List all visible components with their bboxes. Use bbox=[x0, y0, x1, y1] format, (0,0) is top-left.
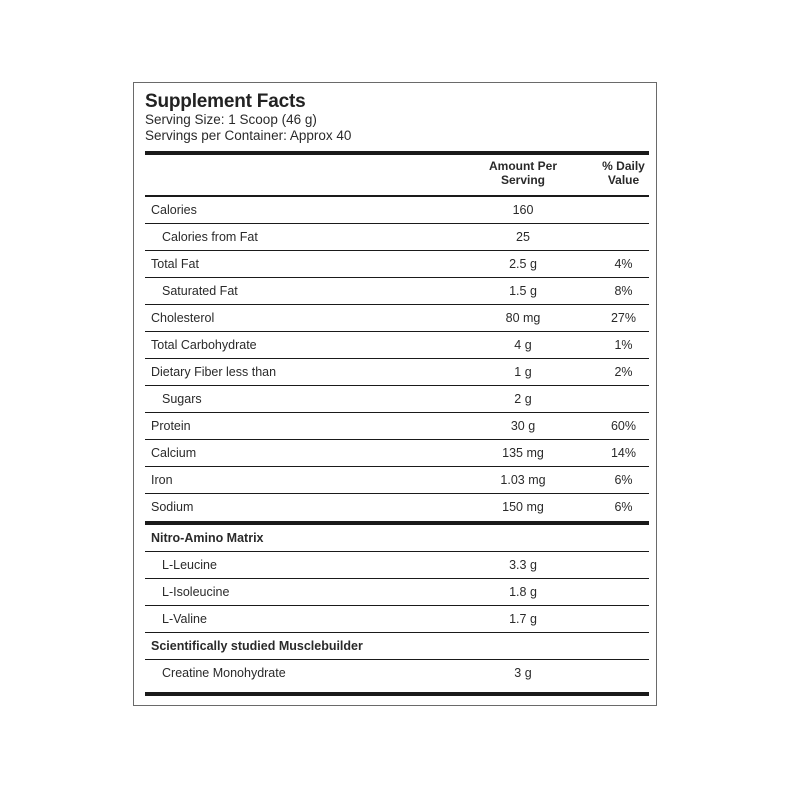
nutrient-daily-value: 6% bbox=[614, 473, 633, 487]
ingredient-amount: 3.3 g bbox=[509, 558, 537, 572]
nutrient-row-sodium bbox=[145, 494, 649, 521]
dv-header-line-1: % Daily bbox=[602, 159, 645, 173]
nutrient-amount: 1.5 g bbox=[509, 284, 537, 298]
section-row-nitro-amino-matrix bbox=[145, 525, 649, 552]
column-header-row bbox=[145, 155, 649, 195]
amount-header-line-2: Serving bbox=[500, 173, 545, 187]
nutrient-row-calories bbox=[145, 197, 649, 224]
serving-size: Serving Size: 1 Scoop (46 g) bbox=[145, 112, 317, 127]
nutrient-name: Calories from Fat bbox=[162, 230, 258, 244]
amount-per-serving-header bbox=[463, 159, 583, 187]
daily-value-header bbox=[575, 159, 672, 187]
ingredient-name: Creatine Monohydrate bbox=[162, 666, 286, 680]
nutrient-daily-value: 1% bbox=[614, 338, 633, 352]
section-title: Nitro-Amino Matrix bbox=[151, 531, 264, 545]
ingredient-row-l-leucine bbox=[145, 552, 649, 579]
nutrient-name: Dietary Fiber less than bbox=[151, 365, 277, 379]
ingredient-amount: 1.7 g bbox=[509, 612, 537, 626]
ingredient-name: L-Isoleucine bbox=[162, 585, 230, 599]
nutrient-amount: 25 bbox=[516, 230, 530, 244]
ingredient-row-l-valine bbox=[145, 606, 649, 633]
dv-header-line-2: Value bbox=[607, 173, 640, 187]
nutrient-name: Iron bbox=[151, 473, 173, 487]
nutrient-amount: 160 bbox=[512, 203, 534, 217]
nutrient-row-sugars bbox=[145, 386, 649, 413]
nutrient-name: Total Carbohydrate bbox=[151, 338, 257, 352]
nutrient-name: Sodium bbox=[151, 500, 194, 514]
ingredient-row-l-isoleucine bbox=[145, 579, 649, 606]
nutrient-amount: 1.03 mg bbox=[500, 473, 546, 487]
ingredient-amount: 3 g bbox=[514, 666, 532, 680]
nutrient-amount: 80 mg bbox=[505, 311, 541, 325]
nutrient-row-calcium bbox=[145, 440, 649, 467]
servings-per-container: Servings per Container: Approx 40 bbox=[145, 128, 352, 143]
nutrient-row-protein bbox=[145, 413, 649, 440]
nutrient-name: Sugars bbox=[162, 392, 202, 406]
ingredient-amount: 1.8 g bbox=[509, 585, 537, 599]
nutrient-daily-value: 27% bbox=[610, 311, 637, 325]
nutrient-name: Calcium bbox=[151, 446, 197, 460]
nutrient-amount: 2 g bbox=[514, 392, 532, 406]
nutrient-row-total-fat bbox=[145, 251, 649, 278]
thick-divider-bottom bbox=[145, 692, 649, 696]
nutrient-name: Cholesterol bbox=[151, 311, 215, 325]
nutrient-name: Calories bbox=[151, 203, 197, 217]
supplement-facts-panel bbox=[133, 82, 657, 706]
nutrient-amount: 2.5 g bbox=[509, 257, 537, 271]
nutrient-name: Protein bbox=[151, 419, 191, 433]
ingredient-row-creatine-monohydrate bbox=[145, 660, 649, 687]
nutrient-daily-value: 8% bbox=[614, 284, 633, 298]
nutrient-name: Total Fat bbox=[151, 257, 199, 271]
ingredient-name: L-Leucine bbox=[162, 558, 217, 572]
ingredient-name: L-Valine bbox=[162, 612, 207, 626]
amount-header-line-1: Amount Per bbox=[488, 159, 557, 173]
nutrient-name: Saturated Fat bbox=[162, 284, 238, 298]
nutrient-row-cholesterol bbox=[145, 305, 649, 332]
nutrient-row-saturated-fat bbox=[145, 278, 649, 305]
nutrient-amount: 135 mg bbox=[502, 446, 544, 460]
nutrient-row-calories-from-fat bbox=[145, 224, 649, 251]
nutrient-amount: 150 mg bbox=[502, 500, 544, 514]
nutrient-amount: 30 g bbox=[510, 419, 536, 433]
section-row-musclebuilder bbox=[145, 633, 649, 660]
nutrient-daily-value: 4% bbox=[614, 257, 633, 271]
nutrient-row-iron bbox=[145, 467, 649, 494]
nutrient-daily-value: 60% bbox=[610, 419, 637, 433]
nutrient-row-dietary-fiber bbox=[145, 359, 649, 386]
nutrient-daily-value: 6% bbox=[614, 500, 633, 514]
label-title: Supplement Facts bbox=[145, 91, 306, 112]
nutrient-row-total-carbohydrate bbox=[145, 332, 649, 359]
label-header bbox=[145, 92, 648, 144]
section-title: Scientifically studied Musclebuilder bbox=[151, 639, 363, 653]
nutrient-daily-value: 2% bbox=[614, 365, 633, 379]
nutrient-amount: 1 g bbox=[514, 365, 532, 379]
nutrient-amount: 4 g bbox=[514, 338, 532, 352]
nutrient-daily-value: 14% bbox=[610, 446, 637, 460]
